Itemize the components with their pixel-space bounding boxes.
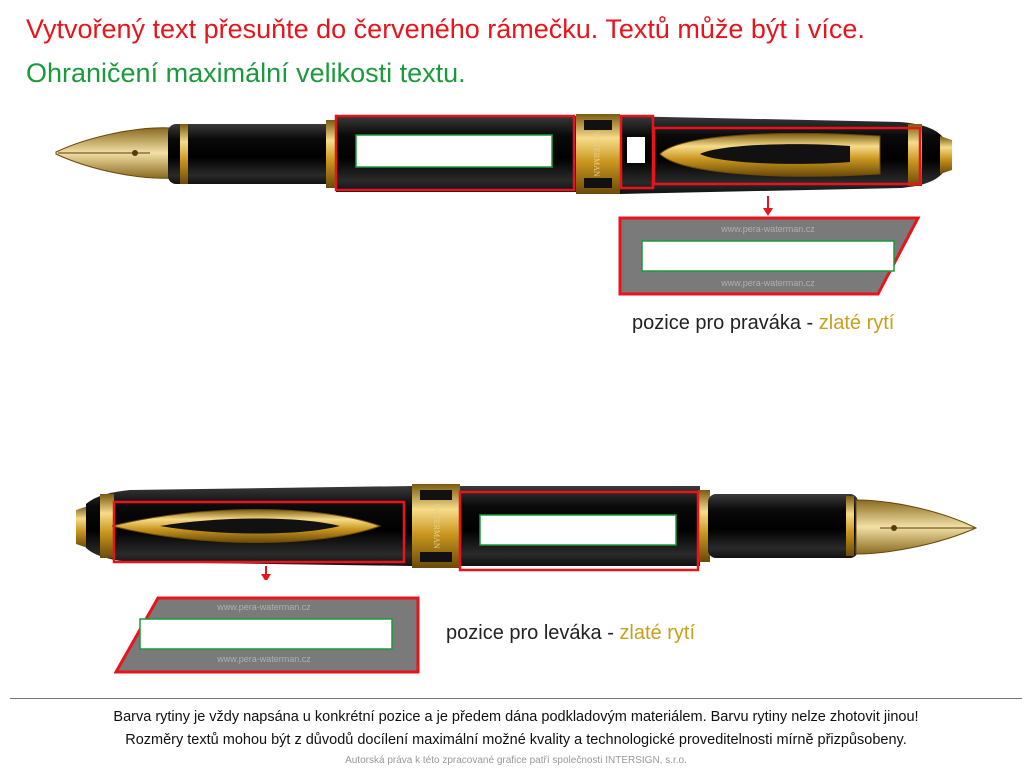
- caption-left-handed: [446, 622, 695, 645]
- cap-top: [940, 136, 952, 174]
- watermark: www.pera-waterman.cz: [217, 602, 311, 612]
- brand-mark: WATERMAN: [432, 503, 441, 549]
- pen-nib: [856, 500, 976, 554]
- text-limit-panel-left[interactable]: [140, 619, 392, 649]
- caption-right-handed: [632, 312, 894, 335]
- pen-left-handed: [0, 470, 1032, 580]
- watermark: www.pera-waterman.cz: [217, 654, 311, 664]
- text-limit-barrel[interactable]: [356, 135, 552, 167]
- instruction-heading: Vytvořený text přesuňte do červeného rámečku. Textů může být i více.: [26, 14, 865, 44]
- pen-nib: [56, 128, 172, 179]
- engraving-color-label: zlaté rytí: [818, 312, 895, 334]
- gold-ring: [180, 124, 188, 184]
- text-limit-barrel[interactable]: [480, 515, 676, 545]
- copyright-note: Autorská práva k této zpracované grafice patří společnosti INTERSIGN, s.r.o.: [345, 755, 687, 766]
- pointer-arrow-head: [763, 208, 773, 216]
- engraving-panel-left: [114, 596, 422, 676]
- limit-heading: Ohraničení maximální velikosti textu.: [26, 58, 466, 88]
- pen-grip: [708, 494, 858, 558]
- pen-grip: [168, 124, 336, 184]
- watermark: www.pera-waterman.cz: [721, 224, 815, 234]
- engraving-color-label: zlaté rytí: [619, 622, 695, 644]
- caption-text: pozice pro praváka -: [632, 312, 819, 334]
- footer-divider: [10, 698, 1022, 699]
- footer-note-2: Rozměry textů mohou být z důvodů docílení maximální možné kvality a technologické proveditelnosti mírně přizpůsobeny.: [125, 732, 907, 748]
- watermark: www.pera-waterman.cz: [721, 278, 815, 288]
- text-limit-band[interactable]: [627, 137, 645, 163]
- brand-mark: WATERMAN: [592, 131, 601, 177]
- pointer-arrow-head: [261, 574, 271, 580]
- engraving-panel-right: [618, 216, 926, 298]
- gold-ring: [846, 496, 854, 556]
- caption-text: pozice pro leváka -: [446, 622, 620, 644]
- footer-note-1: Barva rytiny je vždy napsána u konkrétní pozice a je předem dána podkladovým materiálem. Barvu rytiny nelze zhotovit jinou!: [113, 709, 919, 725]
- text-limit-panel-right[interactable]: [642, 241, 894, 271]
